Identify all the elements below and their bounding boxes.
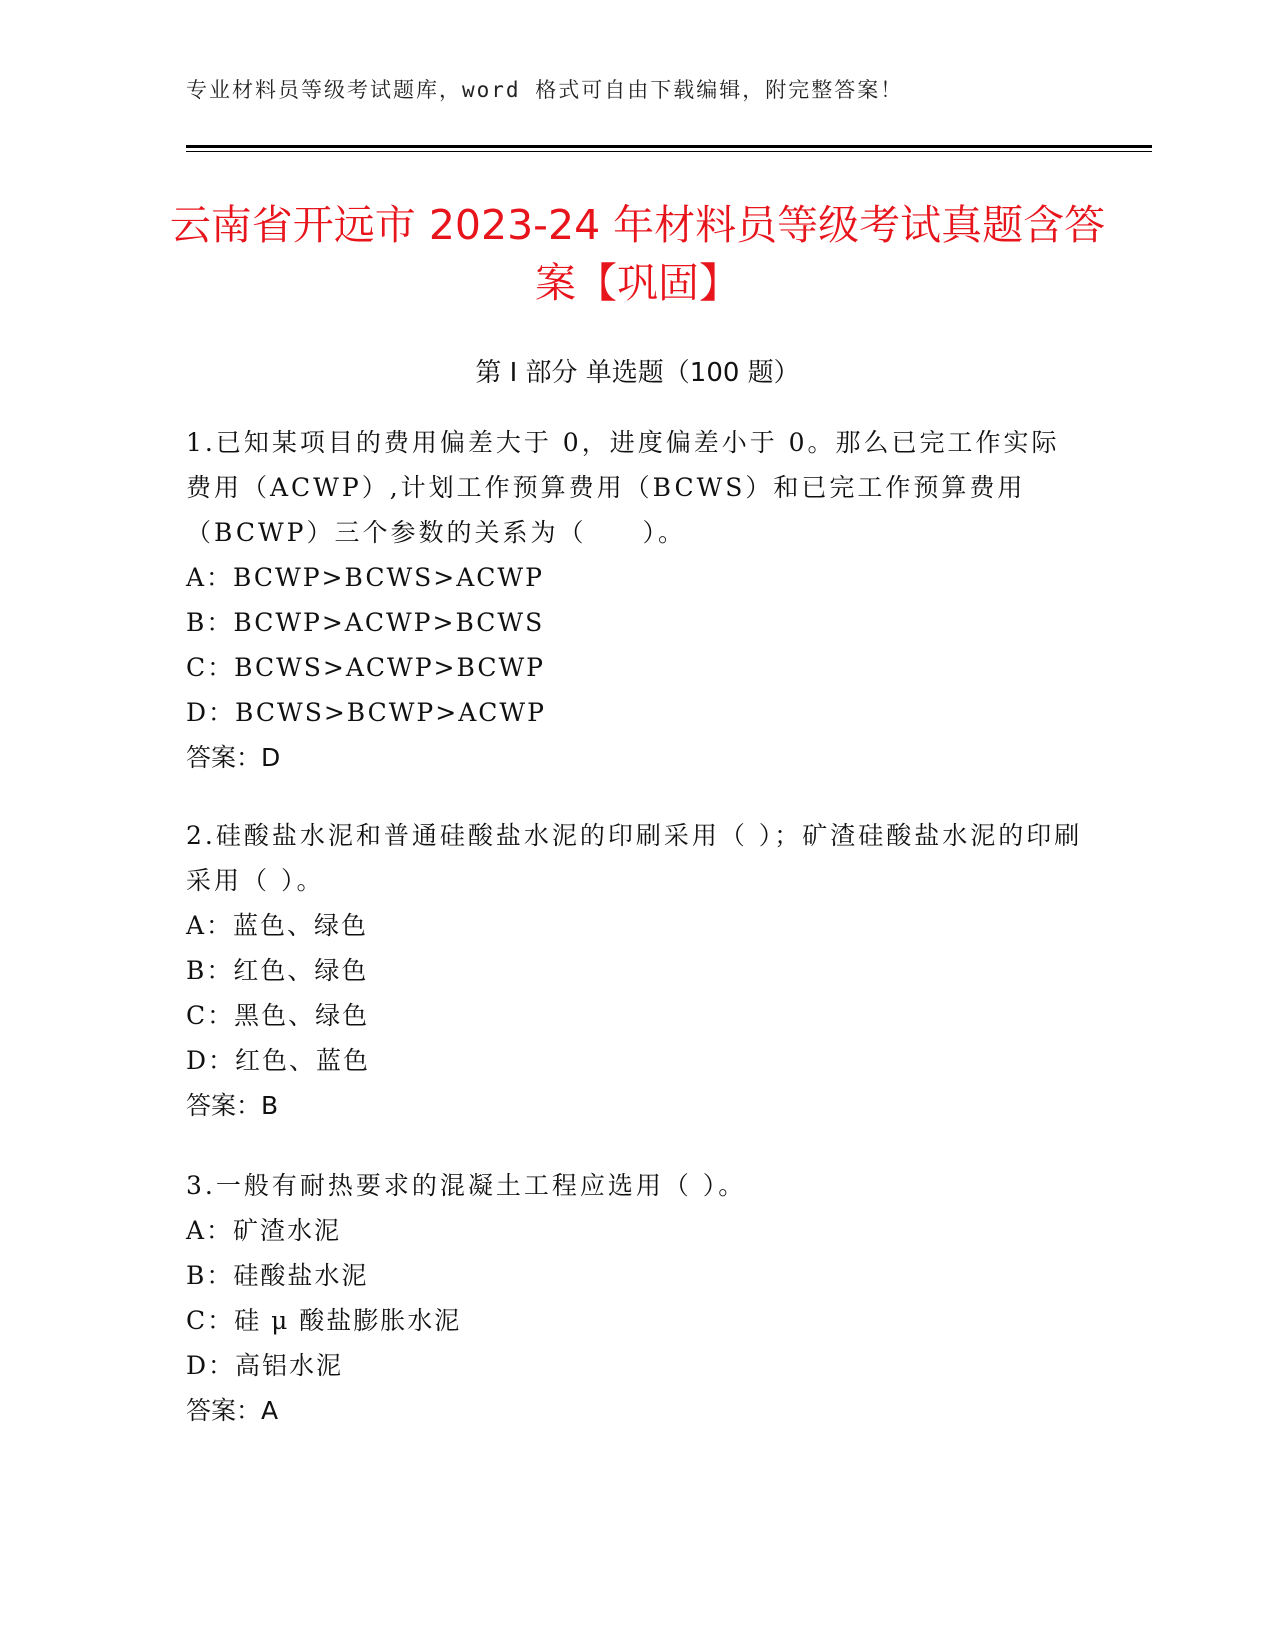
option-d: D：红色、蓝色	[186, 1046, 371, 1075]
option-a: A：矿渣水泥	[186, 1216, 342, 1245]
option-d: D：BCWS>BCWP>ACWP	[186, 698, 546, 727]
option-a: A：蓝色、绿色	[186, 911, 369, 940]
question-3	[186, 1163, 1086, 1433]
header-rule-thin	[186, 151, 1152, 152]
option-b: B：BCWP>ACWP>BCWS	[186, 608, 545, 637]
option-b: B：红色、绿色	[186, 956, 369, 985]
question-2	[186, 813, 1086, 1128]
section-heading: 第 I 部分 单选题（100 题）	[475, 358, 800, 388]
header-rule-thick	[186, 145, 1152, 148]
option-c: C：黑色、绿色	[186, 1001, 370, 1030]
header-note: 专业材料员等级考试题库，word 格式可自由下载编辑，附完整答案！	[186, 78, 904, 102]
option-b: B：硅酸盐水泥	[186, 1261, 369, 1290]
option-c: C：硅 μ 酸盐膨胀水泥	[186, 1306, 462, 1335]
option-a: A：BCWP>BCWS>ACWP	[186, 563, 544, 592]
option-c: C：BCWS>ACWP>BCWP	[186, 653, 545, 682]
answer: 答案：B	[186, 1091, 279, 1120]
answer: 答案：A	[186, 1396, 279, 1425]
question-1	[186, 420, 1086, 780]
question-stem: 2.硅酸盐水泥和普通硅酸盐水泥的印刷采用（ ）；矿渣硅酸盐水泥的印刷采用（ ）。	[186, 821, 1083, 895]
answer: 答案：D	[186, 743, 281, 772]
question-stem: 1.已知某项目的费用偏差大于 0，进度偏差小于 0。那么已完工作实际费用（ACWP）,计划工作预算费用（BCWS）和已完工作预算费用（BCWP）三个参数的关系为（ ）。	[186, 428, 1060, 547]
option-d: D：高铝水泥	[186, 1351, 344, 1380]
question-stem: 3.一般有耐热要求的混凝土工程应选用（ ）。	[186, 1171, 747, 1200]
document-title: 云南省开远市 2023-24 年材料员等级考试真题含答案【巩固】	[169, 201, 1106, 307]
